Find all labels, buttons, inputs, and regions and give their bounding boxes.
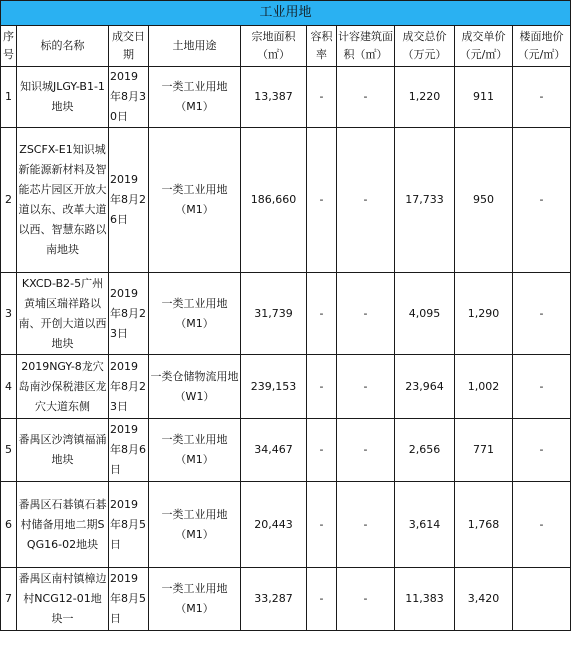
- row-use: 一类仓储物流用地（W1）: [149, 355, 241, 419]
- row-unit: 3,420: [455, 568, 513, 631]
- row-use: 一类工业用地（M1）: [149, 67, 241, 128]
- table-row: [1, 568, 571, 631]
- table-row: [1, 355, 571, 419]
- row-area: 20,443: [241, 482, 307, 568]
- row-name: 知识城JLGY-B1-1地块: [17, 67, 109, 128]
- row-name: KXCD-B2-5广州黄埔区瑞祥路以南、开创大道以西地块: [17, 273, 109, 355]
- row-use: 一类工业用地（M1）: [149, 273, 241, 355]
- row-total: 11,383: [395, 568, 455, 631]
- row-name: 番禺区石碁镇石碁村储备用地二期SQG16-02地块: [17, 482, 109, 568]
- row-area: 34,467: [241, 419, 307, 482]
- row-total: 2,656: [395, 419, 455, 482]
- row-total: 4,095: [395, 273, 455, 355]
- row-date: 2019年8月6日: [109, 419, 149, 482]
- row-unit: 771: [455, 419, 513, 482]
- row-no: 3: [1, 273, 17, 355]
- table-row: [1, 482, 571, 568]
- header-floor: 楼面地价（元/㎡）: [513, 26, 571, 67]
- row-area: 186,660: [241, 128, 307, 273]
- table-row: [1, 67, 571, 128]
- header-name: 标的名称: [17, 26, 109, 67]
- row-date: 2019年8月26日: [109, 128, 149, 273]
- row-unit: 911: [455, 67, 513, 128]
- row-far: -: [307, 128, 337, 273]
- header-total: 成交总价（万元）: [395, 26, 455, 67]
- header-area: 宗地面积（㎡）: [241, 26, 307, 67]
- table-row: [1, 128, 571, 273]
- header-unit: 成交单价（元/㎡）: [455, 26, 513, 67]
- row-no: 5: [1, 419, 17, 482]
- row-total: 1,220: [395, 67, 455, 128]
- row-floor: -: [513, 482, 571, 568]
- row-unit: 950: [455, 128, 513, 273]
- row-far: -: [307, 67, 337, 128]
- row-no: 2: [1, 128, 17, 273]
- row-area: 31,739: [241, 273, 307, 355]
- table-row: [1, 273, 571, 355]
- row-date: 2019年8月23日: [109, 355, 149, 419]
- row-area: 239,153: [241, 355, 307, 419]
- row-unit: 1,002: [455, 355, 513, 419]
- row-gfa: -: [337, 273, 395, 355]
- row-floor: -: [513, 128, 571, 273]
- row-name: 番禺区沙湾镇福涌地块: [17, 419, 109, 482]
- row-no: 7: [1, 568, 17, 631]
- header-row: [1, 26, 571, 67]
- row-no: 6: [1, 482, 17, 568]
- row-date: 2019年8月5日: [109, 482, 149, 568]
- row-far: -: [307, 419, 337, 482]
- row-far: -: [307, 355, 337, 419]
- row-date: 2019年8月23日: [109, 273, 149, 355]
- row-date: 2019年8月30日: [109, 67, 149, 128]
- row-far: -: [307, 482, 337, 568]
- header-far: 容积率: [307, 26, 337, 67]
- row-total: 17,733: [395, 128, 455, 273]
- row-no: 1: [1, 67, 17, 128]
- row-unit: 1,768: [455, 482, 513, 568]
- row-use: 一类工业用地（M1）: [149, 568, 241, 631]
- row-floor: -: [513, 67, 571, 128]
- row-floor: -: [513, 419, 571, 482]
- row-no: 4: [1, 355, 17, 419]
- row-far: -: [307, 568, 337, 631]
- row-floor: -: [513, 355, 571, 419]
- row-gfa: -: [337, 568, 395, 631]
- row-use: 一类工业用地（M1）: [149, 482, 241, 568]
- row-use: 一类工业用地（M1）: [149, 419, 241, 482]
- row-name: ZSCFX-E1知识城新能源新材料及智能芯片园区开放大道以东、改革大道以西、智慧东路以南地块: [17, 128, 109, 273]
- row-gfa: -: [337, 482, 395, 568]
- row-gfa: -: [337, 419, 395, 482]
- row-name: 2019NGY-8龙穴岛南沙保税港区龙穴大道东侧: [17, 355, 109, 419]
- header-use: 土地用途: [149, 26, 241, 67]
- row-floor: [513, 568, 571, 631]
- header-no: 序号: [1, 26, 17, 67]
- row-name: 番禺区南村镇樟边村NCG12-01地块一: [17, 568, 109, 631]
- header-gfa: 计容建筑面积（㎡）: [337, 26, 395, 67]
- row-area: 13,387: [241, 67, 307, 128]
- table-row: [1, 419, 571, 482]
- header-date: 成交日期: [109, 26, 149, 67]
- row-far: -: [307, 273, 337, 355]
- row-gfa: -: [337, 355, 395, 419]
- row-use: 一类工业用地（M1）: [149, 128, 241, 273]
- row-gfa: -: [337, 128, 395, 273]
- row-unit: 1,290: [455, 273, 513, 355]
- table-title: [1, 1, 571, 26]
- row-total: 23,964: [395, 355, 455, 419]
- row-gfa: -: [337, 67, 395, 128]
- table-title-text: 工业用地: [259, 5, 312, 20]
- row-area: 33,287: [241, 568, 307, 631]
- row-floor: -: [513, 273, 571, 355]
- row-total: 3,614: [395, 482, 455, 568]
- row-date: 2019年8月5日: [109, 568, 149, 631]
